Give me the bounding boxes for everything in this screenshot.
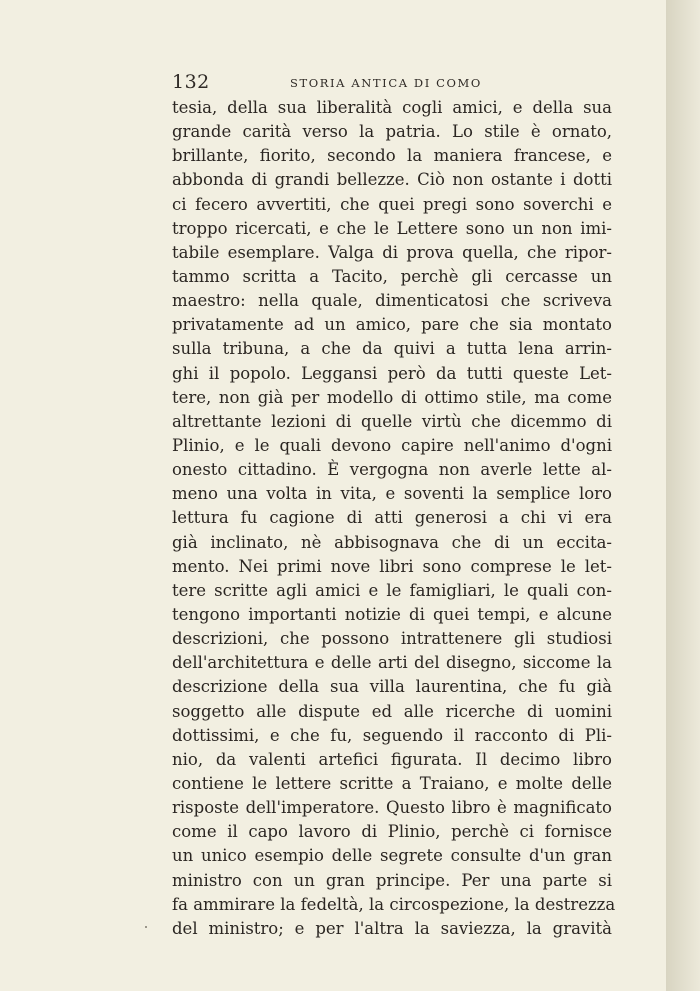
text-line: tengono importanti notizie di quei tempi, e alcune	[172, 604, 612, 624]
running-title: STORIA ANTICA DI COMO	[290, 76, 482, 90]
text-line: come il capo lavoro di Plinio, perchè ci fornisce	[172, 822, 612, 842]
text-line: tere, non già per modello di ottimo stile, ma come	[172, 387, 612, 407]
text-line: contiene le lettere scritte a Traiano, e molte delle	[172, 773, 612, 793]
text-line: meno una volta in vita, e soventi la semplice loro	[172, 484, 612, 504]
text-line: tesia, della sua liberalità cogli amici, e della sua	[172, 98, 612, 117]
text-line: descrizioni, che possono intrattenere gli studiosi	[172, 629, 612, 649]
page-number: 132	[172, 71, 210, 93]
text-line: troppo ricercati, e che le Lettere sono un non imi-	[172, 218, 612, 238]
text-line: privatamente ad un amico, pare che sia montato	[172, 315, 612, 335]
text-line: lettura fu cagione di atti generosi a chi vi era	[172, 508, 612, 528]
text-line: grande carità verso la patria. Lo stile è ornato,	[172, 122, 612, 142]
text-line: ministro con un gran principe. Per una parte si	[172, 870, 612, 890]
text-line: maestro: nella quale, dimenticatosi che scriveva	[172, 291, 612, 311]
text-line: fa ammirare la fedeltà, la circospezione, la destrezza	[172, 894, 616, 914]
page-speck	[145, 926, 147, 928]
text-line: tere scritte agli amici e le famigliari, le quali con-	[172, 580, 612, 600]
text-line: un unico esempio delle segrete consulte d'un gran	[172, 846, 612, 866]
text-line: onesto cittadino. È vergogna non averle lette al-	[172, 460, 612, 480]
text-line: dell'architettura e delle arti del disegno, siccome la	[172, 653, 612, 673]
text-line: mento. Nei primi nove libri sono comprese le let-	[172, 556, 612, 576]
text-line: risposte dell'imperatore. Questo libro è magnificato	[172, 798, 612, 818]
text-line: tabile esemplare. Valga di prova quella, che ripor-	[172, 242, 612, 262]
text-line: del ministro; e per l'altra la saviezza, la gravità	[172, 918, 612, 938]
text-line: Plinio, e le quali devono capire nell'animo d'ogni	[172, 435, 612, 455]
text-line: soggetto alle dispute ed alle ricerche di uomini	[172, 701, 612, 721]
text-line: nio, da valenti artefici figurata. Il decimo libro	[172, 749, 612, 769]
text-line: altrettante lezioni di quelle virtù che dicemmo di	[172, 411, 612, 431]
text-line: ci fecero avvertiti, che quei pregi sono soverchi e	[172, 194, 612, 214]
running-header	[172, 71, 612, 95]
body-text	[172, 96, 616, 941]
text-line: tammo scritta a Tacito, perchè gli cercasse un	[172, 266, 612, 286]
text-line: descrizione della sua villa laurentina, che fu già	[172, 677, 612, 697]
text-line: già inclinato, nè abbisognava che di un eccita-	[172, 532, 612, 552]
text-line: dottissimi, e che fu, seguendo il racconto di Pli-	[172, 725, 612, 745]
page-edge	[666, 0, 700, 991]
text-line: abbonda di grandi bellezze. Ciò non ostante i dotti	[172, 170, 612, 190]
text-line: ghi il popolo. Leggansi però da tutti queste Let-	[172, 363, 612, 383]
text-line: brillante, fiorito, secondo la maniera francese, e	[172, 146, 612, 166]
text-line: sulla tribuna, a che da quivi a tutta lena arrin-	[172, 339, 612, 359]
